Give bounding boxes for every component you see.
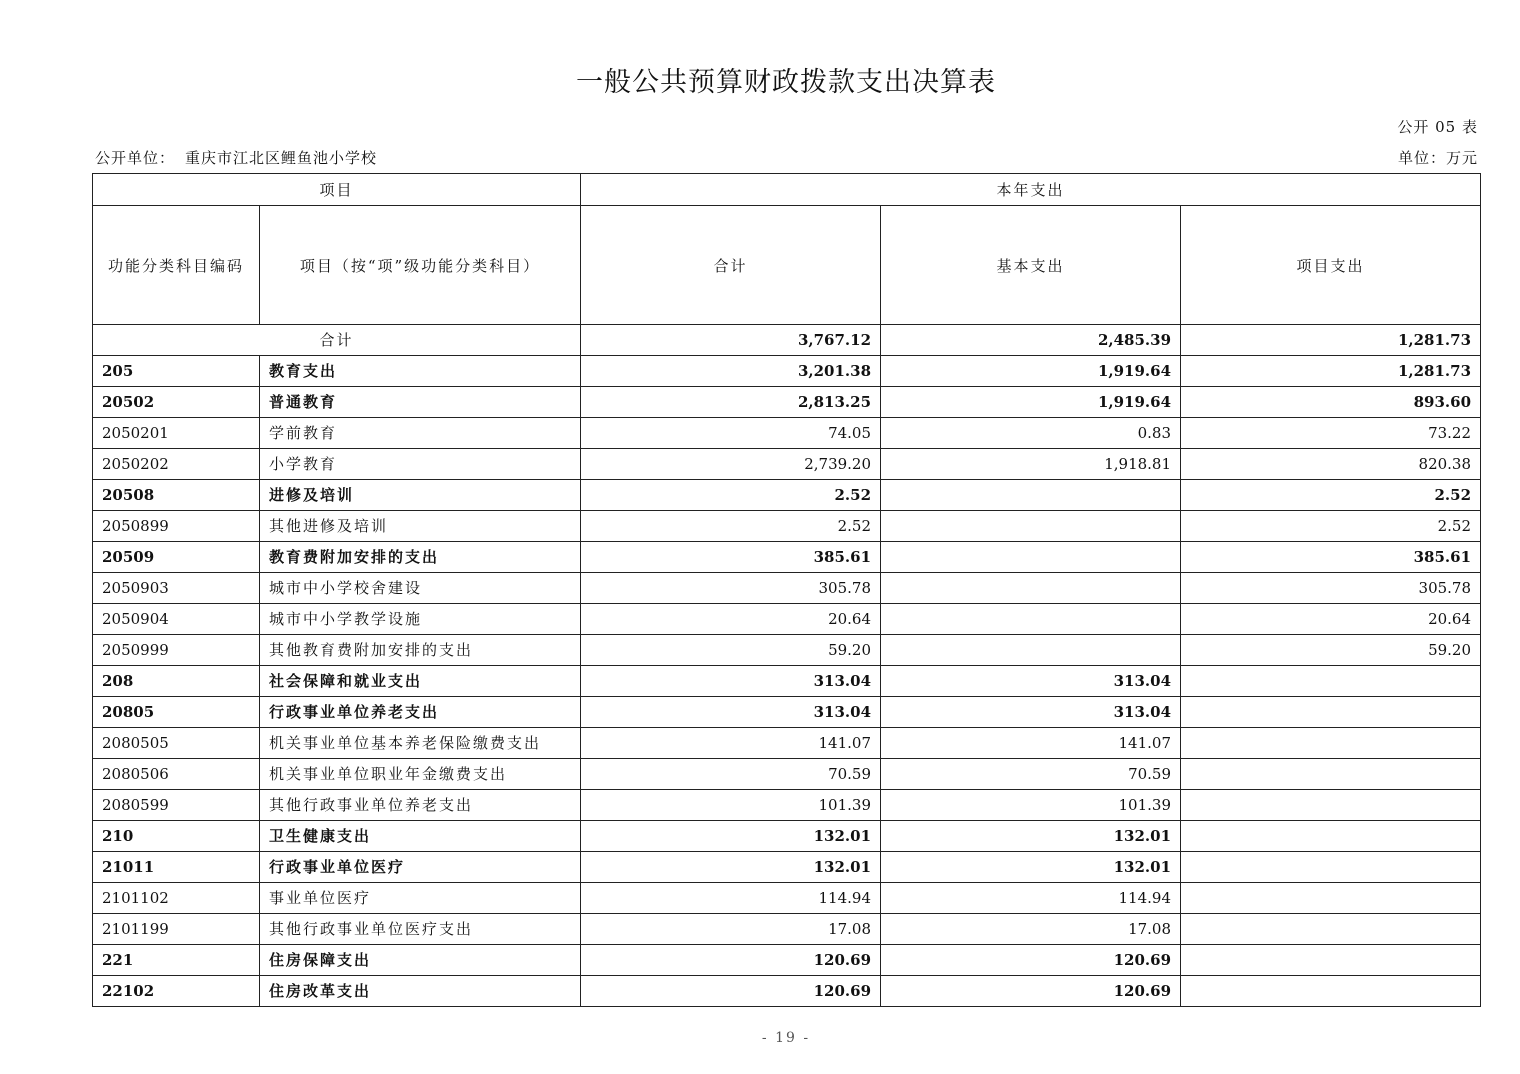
- report-title: 一般公共预算财政拨款支出决算表: [576, 67, 996, 98]
- header-code: 功能分类科目编码: [93, 206, 260, 325]
- row-basic: 141.07: [881, 728, 1181, 759]
- row-basic: 101.39: [881, 790, 1181, 821]
- row-name: 社会保障和就业支出: [260, 666, 581, 697]
- row-total: 313.04: [581, 697, 881, 728]
- table-row: [93, 449, 1481, 480]
- table-row: [93, 604, 1481, 635]
- row-code: 221: [93, 945, 260, 976]
- publishing-unit: [95, 147, 377, 168]
- row-project: [1181, 883, 1481, 914]
- row-basic: 70.59: [881, 759, 1181, 790]
- table-row: [93, 635, 1481, 666]
- row-project: 20.64: [1181, 604, 1481, 635]
- row-project: [1181, 852, 1481, 883]
- row-project: 820.38: [1181, 449, 1481, 480]
- row-total: 305.78: [581, 573, 881, 604]
- total-project: 1,281.73: [1181, 325, 1481, 356]
- total-row: [93, 325, 1481, 356]
- row-total: 2,739.20: [581, 449, 881, 480]
- row-project: [1181, 790, 1481, 821]
- row-name: 卫生健康支出: [260, 821, 581, 852]
- row-project: 73.22: [1181, 418, 1481, 449]
- row-project: [1181, 666, 1481, 697]
- page-number: - 19 -: [761, 1030, 811, 1046]
- row-code: 2101102: [93, 883, 260, 914]
- table-row: [93, 542, 1481, 573]
- row-project: 2.52: [1181, 480, 1481, 511]
- row-code: 2050903: [93, 573, 260, 604]
- header-basic: 基本支出: [881, 206, 1181, 325]
- row-code: 22102: [93, 976, 260, 1007]
- row-code: 2050201: [93, 418, 260, 449]
- row-total: 2,813.25: [581, 387, 881, 418]
- row-code: 2080599: [93, 790, 260, 821]
- header-item: 项目: [93, 174, 581, 206]
- row-name: 事业单位医疗: [260, 883, 581, 914]
- row-code: 210: [93, 821, 260, 852]
- row-code: 2080506: [93, 759, 260, 790]
- row-total: 385.61: [581, 542, 881, 573]
- row-basic: 1,918.81: [881, 449, 1181, 480]
- form-number: 公开 05 表: [1397, 118, 1478, 136]
- table-row: [93, 945, 1481, 976]
- row-name: 其他进修及培训: [260, 511, 581, 542]
- table-row: [93, 418, 1481, 449]
- row-project: [1181, 728, 1481, 759]
- row-name: 其他行政事业单位养老支出: [260, 790, 581, 821]
- row-project: 385.61: [1181, 542, 1481, 573]
- row-total: 114.94: [581, 883, 881, 914]
- row-basic: 0.83: [881, 418, 1181, 449]
- row-name: 学前教育: [260, 418, 581, 449]
- row-total: 70.59: [581, 759, 881, 790]
- row-project: [1181, 976, 1481, 1007]
- row-basic: 1,919.64: [881, 387, 1181, 418]
- row-basic: 17.08: [881, 914, 1181, 945]
- row-code: 20508: [93, 480, 260, 511]
- table-row: [93, 976, 1481, 1007]
- row-code: 205: [93, 356, 260, 387]
- table-row: [93, 914, 1481, 945]
- row-total: 17.08: [581, 914, 881, 945]
- table-row: [93, 790, 1481, 821]
- row-total: 101.39: [581, 790, 881, 821]
- row-basic: 313.04: [881, 697, 1181, 728]
- table-row: [93, 387, 1481, 418]
- header-name: 项目（按“项”级功能分类科目）: [260, 206, 581, 325]
- row-project: [1181, 759, 1481, 790]
- header-project: 项目支出: [1181, 206, 1481, 325]
- row-total: 74.05: [581, 418, 881, 449]
- row-basic: 132.01: [881, 852, 1181, 883]
- row-total: 313.04: [581, 666, 881, 697]
- row-code: 20805: [93, 697, 260, 728]
- row-code: 208: [93, 666, 260, 697]
- unit-name: 重庆市江北区鲤鱼池小学校: [185, 149, 378, 167]
- row-basic: 120.69: [881, 945, 1181, 976]
- row-total: 120.69: [581, 976, 881, 1007]
- row-name: 行政事业单位养老支出: [260, 697, 581, 728]
- row-name: 城市中小学教学设施: [260, 604, 581, 635]
- currency-unit: 单位：万元: [1397, 149, 1478, 167]
- row-name: 行政事业单位医疗: [260, 852, 581, 883]
- row-name: 机关事业单位基本养老保险缴费支出: [260, 728, 581, 759]
- expenditure-table: [92, 173, 1481, 1007]
- row-total: 132.01: [581, 821, 881, 852]
- row-basic: 132.01: [881, 821, 1181, 852]
- row-project: [1181, 821, 1481, 852]
- row-name: 普通教育: [260, 387, 581, 418]
- row-project: 59.20: [1181, 635, 1481, 666]
- total-basic: 2,485.39: [881, 325, 1181, 356]
- row-total: 132.01: [581, 852, 881, 883]
- row-basic: [881, 542, 1181, 573]
- row-project: [1181, 914, 1481, 945]
- row-project: [1181, 697, 1481, 728]
- row-name: 城市中小学校舍建设: [260, 573, 581, 604]
- row-total: 59.20: [581, 635, 881, 666]
- table-row: [93, 573, 1481, 604]
- row-basic: [881, 604, 1181, 635]
- row-total: 20.64: [581, 604, 881, 635]
- table-row: [93, 883, 1481, 914]
- row-code: 2050904: [93, 604, 260, 635]
- row-project: 305.78: [1181, 573, 1481, 604]
- row-name: 住房改革支出: [260, 976, 581, 1007]
- total-label: 合计: [93, 325, 581, 356]
- header-total: 合计: [581, 206, 881, 325]
- total-amount: 3,767.12: [581, 325, 881, 356]
- row-total: 3,201.38: [581, 356, 881, 387]
- table-row: [93, 759, 1481, 790]
- row-name: 其他行政事业单位医疗支出: [260, 914, 581, 945]
- row-code: 2080505: [93, 728, 260, 759]
- row-name: 进修及培训: [260, 480, 581, 511]
- table-row: [93, 356, 1481, 387]
- row-basic: [881, 635, 1181, 666]
- row-code: 21011: [93, 852, 260, 883]
- table-row: [93, 728, 1481, 759]
- row-basic: 120.69: [881, 976, 1181, 1007]
- table-row: [93, 666, 1481, 697]
- unit-label: 公开单位：: [95, 149, 176, 167]
- row-code: 2050999: [93, 635, 260, 666]
- row-project: 1,281.73: [1181, 356, 1481, 387]
- row-code: 2050202: [93, 449, 260, 480]
- row-basic: 1,919.64: [881, 356, 1181, 387]
- table-row: [93, 697, 1481, 728]
- row-name: 教育支出: [260, 356, 581, 387]
- table-row: [93, 480, 1481, 511]
- row-total: 141.07: [581, 728, 881, 759]
- row-basic: 313.04: [881, 666, 1181, 697]
- row-name: 小学教育: [260, 449, 581, 480]
- row-basic: 114.94: [881, 883, 1181, 914]
- row-name: 住房保障支出: [260, 945, 581, 976]
- row-project: 893.60: [1181, 387, 1481, 418]
- header-current-year: 本年支出: [581, 174, 1481, 206]
- row-total: 120.69: [581, 945, 881, 976]
- row-basic: [881, 573, 1181, 604]
- row-project: 2.52: [1181, 511, 1481, 542]
- row-total: 2.52: [581, 480, 881, 511]
- row-name: 机关事业单位职业年金缴费支出: [260, 759, 581, 790]
- row-code: 20509: [93, 542, 260, 573]
- row-code: 2050899: [93, 511, 260, 542]
- row-basic: [881, 511, 1181, 542]
- row-name: 其他教育费附加安排的支出: [260, 635, 581, 666]
- row-project: [1181, 945, 1481, 976]
- table-row: [93, 852, 1481, 883]
- row-total: 2.52: [581, 511, 881, 542]
- row-code: 20502: [93, 387, 260, 418]
- table-row: [93, 511, 1481, 542]
- row-code: 2101199: [93, 914, 260, 945]
- row-name: 教育费附加安排的支出: [260, 542, 581, 573]
- table-row: [93, 821, 1481, 852]
- row-basic: [881, 480, 1181, 511]
